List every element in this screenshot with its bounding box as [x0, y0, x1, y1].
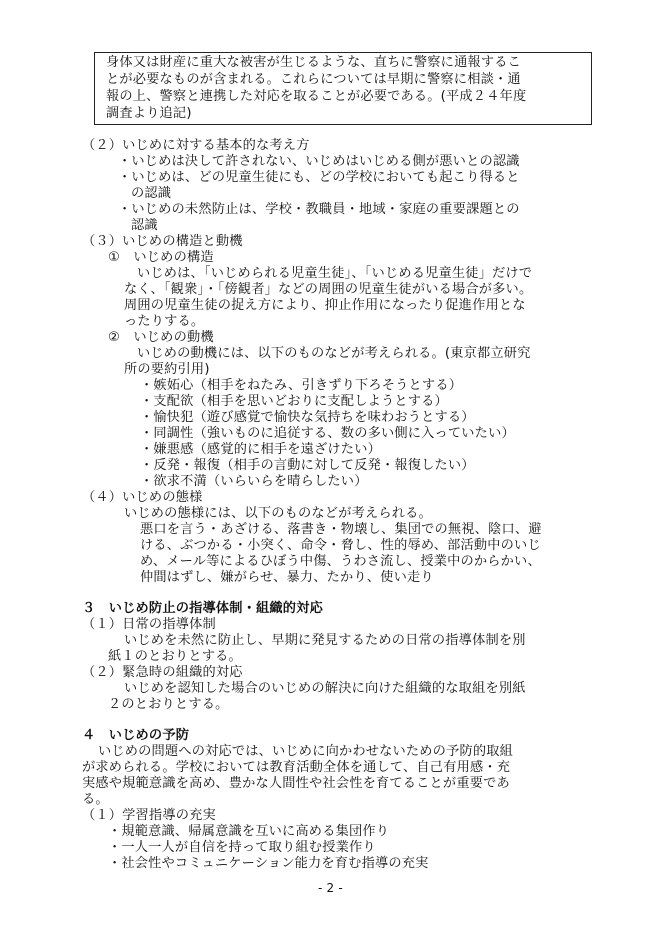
paragraph-line: いじめの態様には、以下のものなどが考えられる。 [124, 506, 432, 521]
subsection-title: ② いじめの動機 [108, 330, 214, 345]
chapter-heading: ３ いじめ防止の指導体制・組織的対応 [82, 601, 323, 616]
bullet-item: 認識 [131, 218, 158, 233]
motive-item: ・支配欲（相手を思いどおりに支配しようとする） [140, 394, 448, 409]
section-heading: （４）いじめの態様 [82, 490, 203, 505]
motive-item: ・愉快犯（遊び感覚で愉快な気持ちを味わおうとする） [140, 410, 475, 425]
paragraph-line: る。 [82, 792, 109, 807]
paragraph-line: いじめの動機には、以下のものなどが考えられる。(東京都立研究 [137, 346, 531, 361]
bullet-item: ・いじめは、どの児童生徒にも、どの学校においても起こり得ると [118, 170, 520, 185]
paragraph-line: ったりする。 [124, 314, 205, 329]
motive-item: ・嫉妬心（相手をねたみ、引きずり下ろそうとする） [140, 378, 463, 393]
page-number: - 2 - [318, 881, 343, 895]
bullet-item: ・いじめの未然防止は、学校・教職員・地域・家庭の重要課題との [118, 202, 520, 217]
paragraph-line: 紙１のとおりとする。 [108, 649, 242, 664]
note-line: 調査より追記) [106, 106, 192, 121]
subsection-title: ① いじめの構造 [108, 250, 214, 265]
paragraph-line: いじめを未然に防止し、早期に発見するための日常の指導体制を別 [124, 633, 526, 648]
paragraph-line: 所の要約引用) [124, 362, 210, 377]
paragraph-line: 仲間はずし、嫌がらせ、暴力、たかり、使い走り [140, 570, 434, 585]
section-heading: （２）いじめに対する基本的な考え方 [82, 138, 310, 153]
bullet-item: ・一人一人が自信を持って取り組む授業作り [108, 840, 376, 855]
subsection-title: （１）学習指導の充実 [82, 808, 216, 823]
paragraph-line: なく、「観衆」・「傍観者」などの周囲の児童生徒がいる場合が多い。 [124, 282, 533, 297]
paragraph-line: いじめは、「いじめられる児童生徒」、「いじめる児童生徒」だけで [137, 266, 533, 281]
paragraph-line: 実感や規範意識を高め、豊かな人間性や社会性を育てることが重要であ [82, 776, 510, 791]
note-line: 報の上、警察と連携した対応を取ることが必要である。(平成２４年度 [106, 89, 527, 104]
note-line: 身体又は財産に重大な被害が生じるような、直ちに警察に通報するこ [106, 55, 522, 70]
paragraph-line: いじめの問題への対応では、いじめに向かわせないための予防的取組 [98, 744, 514, 759]
paragraph-line: 悪口を言う・あざける、落書き・物壊し、集団での無視、陰口、避 [140, 522, 542, 537]
paragraph-line: 周囲の児童生徒の捉え方により、抑止作用になったり促進作用とな [124, 298, 526, 313]
bullet-item: ・規範意識、帰属意識を互いに高める集団作り [108, 824, 390, 839]
paragraph-line: ２のとおりとする。 [108, 697, 229, 712]
note-line: とが必要なものが含まれる。これらについては早期に警察に相談・通 [106, 72, 521, 87]
subsection-title: （２）緊急時の組織的対応 [82, 665, 243, 680]
motive-item: ・嫌悪感（感覚的に相手を遠ざけたい） [140, 442, 381, 457]
paragraph-line: が求められる。学校においては教育活動全体を通して、自己有用感・充 [82, 760, 511, 775]
motive-item: ・同調性（強いものに追従する、数の多い側に入っていたい） [140, 426, 515, 441]
motive-item: ・反発・報復（相手の言動に対して反発・報復したい） [140, 458, 475, 473]
motive-item: ・欲求不満（いらいらを晴らしたい） [140, 474, 368, 489]
subsection-title: （１）日常の指導体制 [82, 617, 216, 632]
bullet-item: ・社会性やコミュニケーション能力を育む指導の充実 [108, 856, 429, 871]
bullet-item: ・いじめは決して許されない、いじめはいじめる側が悪いとの認識 [118, 154, 520, 169]
paragraph-line: いじめを認知した場合のいじめの解決に向けた組織的な取組を別紙 [124, 681, 526, 696]
bullet-item: の認識 [131, 186, 172, 201]
paragraph-line: ける、ぶつかる・小突く、命令・脅し、性的辱め、部活動中のいじ [140, 538, 541, 553]
paragraph-line: め、メール等によるひぼう中傷、うわさ流し、授業中のからかい、 [140, 554, 541, 569]
chapter-heading: ４ いじめの予防 [82, 728, 190, 743]
section-heading: （３）いじめの構造と動機 [82, 234, 243, 249]
